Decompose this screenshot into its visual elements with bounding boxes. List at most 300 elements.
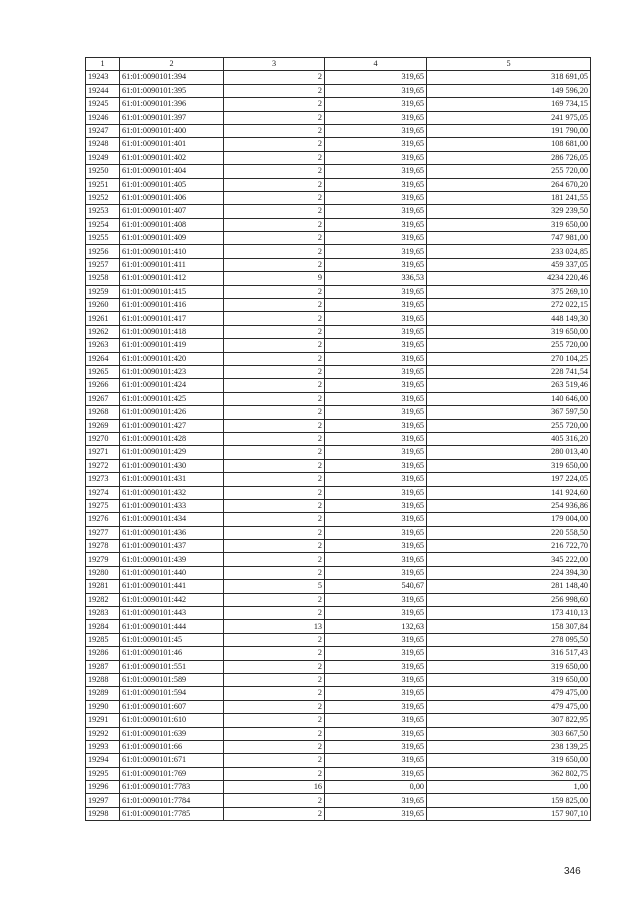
row-index-cell: 19295 [86,767,120,780]
rate-cell: 319,65 [325,540,427,553]
cadastral-number-cell: 61:01:0090101:607 [120,700,224,713]
table-row [86,499,591,512]
count-cell: 2 [224,191,325,204]
rate-cell: 319,65 [325,379,427,392]
cadastral-number-cell: 61:01:0090101:442 [120,593,224,606]
count-cell: 2 [224,232,325,245]
row-index-cell: 19291 [86,714,120,727]
table-row [86,727,591,740]
count-cell: 2 [224,807,325,820]
row-index-cell: 19287 [86,660,120,673]
table-row [86,593,591,606]
table-row [86,633,591,646]
rate-cell: 319,65 [325,218,427,231]
rate-cell: 540,67 [325,580,427,593]
cadastral-number-cell: 61:01:0090101:430 [120,459,224,472]
count-cell: 2 [224,339,325,352]
value-cell: 238 139,25 [427,740,591,753]
row-index-cell: 19281 [86,580,120,593]
rate-cell: 132,63 [325,620,427,633]
count-cell: 13 [224,620,325,633]
count-cell: 2 [224,526,325,539]
table-row [86,312,591,325]
header-row [86,58,591,71]
rate-cell: 319,65 [325,432,427,445]
rate-cell: 0,00 [325,781,427,794]
rate-cell: 319,65 [325,526,427,539]
row-index-cell: 19248 [86,138,120,151]
cadastral-number-cell: 61:01:0090101:407 [120,205,224,218]
cadastral-number-cell: 61:01:0090101:415 [120,285,224,298]
value-cell: 319 650,00 [427,660,591,673]
rate-cell: 319,65 [325,191,427,204]
cadastral-number-cell: 61:01:0090101:416 [120,299,224,312]
cadastral-number-cell: 61:01:0090101:429 [120,446,224,459]
row-index-cell: 19251 [86,178,120,191]
table-row [86,365,591,378]
rate-cell: 319,65 [325,325,427,338]
table-row [86,446,591,459]
row-index-cell: 19266 [86,379,120,392]
table-row [86,165,591,178]
rate-cell: 319,65 [325,406,427,419]
count-cell: 2 [224,124,325,137]
rate-cell: 319,65 [325,740,427,753]
row-index-cell: 19267 [86,392,120,405]
cadastral-number-cell: 61:01:0090101:7783 [120,781,224,794]
rate-cell: 319,65 [325,165,427,178]
rate-cell: 319,65 [325,178,427,191]
rate-cell: 319,65 [325,258,427,271]
count-cell: 2 [224,607,325,620]
cadastral-number-cell: 61:01:0090101:412 [120,272,224,285]
value-cell: 255 720,00 [427,165,591,178]
table-row [86,794,591,807]
count-cell: 2 [224,754,325,767]
value-cell: 263 519,46 [427,379,591,392]
table-row [86,486,591,499]
count-cell: 2 [224,218,325,231]
cadastral-number-cell: 61:01:0090101:433 [120,499,224,512]
value-cell: 241 975,05 [427,111,591,124]
rate-cell: 319,65 [325,727,427,740]
row-index-cell: 19263 [86,339,120,352]
row-index-cell: 19271 [86,446,120,459]
cadastral-number-cell: 61:01:0090101:404 [120,165,224,178]
value-cell: 278 095,50 [427,633,591,646]
rate-cell: 319,65 [325,232,427,245]
value-cell: 108 681,00 [427,138,591,151]
rate-cell: 319,65 [325,459,427,472]
value-cell: 254 936,86 [427,499,591,512]
rate-cell: 319,65 [325,84,427,97]
value-cell: 280 013,40 [427,446,591,459]
count-cell: 2 [224,727,325,740]
rate-cell: 319,65 [325,111,427,124]
value-cell: 479 475,00 [427,700,591,713]
rate-cell: 319,65 [325,647,427,660]
count-cell: 2 [224,647,325,660]
cadastral-number-cell: 61:01:0090101:769 [120,767,224,780]
count-cell: 2 [224,566,325,579]
count-cell: 2 [224,432,325,445]
value-cell: 345 222,00 [427,553,591,566]
count-cell: 2 [224,84,325,97]
count-cell: 2 [224,325,325,338]
cadastral-number-cell: 61:01:0090101:406 [120,191,224,204]
column-header-2: 2 [120,58,224,71]
rate-cell: 319,65 [325,714,427,727]
rate-cell: 319,65 [325,138,427,151]
value-cell: 281 148,40 [427,580,591,593]
rate-cell: 319,65 [325,446,427,459]
count-cell: 2 [224,419,325,432]
row-index-cell: 19256 [86,245,120,258]
cadastral-number-cell: 61:01:0090101:551 [120,660,224,673]
value-cell: 255 720,00 [427,419,591,432]
rate-cell: 319,65 [325,754,427,767]
table-row [86,553,591,566]
table-row [86,580,591,593]
table-row [86,191,591,204]
rate-cell: 319,65 [325,566,427,579]
table-row [86,700,591,713]
table-row [86,540,591,553]
value-cell: 270 104,25 [427,352,591,365]
row-index-cell: 19249 [86,151,120,164]
cadastral-number-cell: 61:01:0090101:409 [120,232,224,245]
cadastral-number-cell: 61:01:0090101:428 [120,432,224,445]
cadastral-number-cell: 61:01:0090101:431 [120,473,224,486]
value-cell: 747 981,00 [427,232,591,245]
count-cell: 2 [224,794,325,807]
cadastral-number-cell: 61:01:0090101:400 [120,124,224,137]
rate-cell: 319,65 [325,553,427,566]
value-cell: 173 410,13 [427,607,591,620]
count-cell: 2 [224,392,325,405]
value-cell: 181 241,55 [427,191,591,204]
cadastral-number-cell: 61:01:0090101:411 [120,258,224,271]
row-index-cell: 19279 [86,553,120,566]
value-cell: 479 475,00 [427,687,591,700]
value-cell: 216 722,70 [427,540,591,553]
count-cell: 2 [224,660,325,673]
table-body [86,71,591,821]
count-cell: 2 [224,486,325,499]
row-index-cell: 19264 [86,352,120,365]
count-cell: 2 [224,98,325,111]
cadastral-number-cell: 61:01:0090101:425 [120,392,224,405]
table-row [86,218,591,231]
cadastral-number-cell: 61:01:0090101:408 [120,218,224,231]
rate-cell: 319,65 [325,299,427,312]
row-index-cell: 19243 [86,71,120,84]
value-cell: 228 741,54 [427,365,591,378]
value-cell: 140 646,00 [427,392,591,405]
row-index-cell: 19258 [86,272,120,285]
count-cell: 2 [224,352,325,365]
count-cell: 16 [224,781,325,794]
count-cell: 2 [224,553,325,566]
rate-cell: 319,65 [325,71,427,84]
row-index-cell: 19262 [86,325,120,338]
table-row [86,84,591,97]
count-cell: 2 [224,700,325,713]
cadastral-number-cell: 61:01:0090101:420 [120,352,224,365]
cadastral-number-cell: 61:01:0090101:7785 [120,807,224,820]
cadastral-number-cell: 61:01:0090101:419 [120,339,224,352]
cadastral-number-cell: 61:01:0090101:46 [120,647,224,660]
count-cell: 2 [224,473,325,486]
cadastral-number-cell: 61:01:0090101:444 [120,620,224,633]
count-cell: 2 [224,245,325,258]
count-cell: 2 [224,178,325,191]
count-cell: 2 [224,740,325,753]
table-row [86,272,591,285]
table-row [86,205,591,218]
cadastral-number-cell: 61:01:0090101:437 [120,540,224,553]
cadastral-number-cell: 61:01:0090101:405 [120,178,224,191]
value-cell: 220 558,50 [427,526,591,539]
table-row [86,687,591,700]
rate-cell: 319,65 [325,700,427,713]
value-cell: 169 734,15 [427,98,591,111]
cadastral-number-cell: 61:01:0090101:395 [120,84,224,97]
rate-cell: 319,65 [325,486,427,499]
value-cell: 256 998,60 [427,593,591,606]
table-row [86,566,591,579]
value-cell: 329 239,50 [427,205,591,218]
row-index-cell: 19280 [86,566,120,579]
rate-cell: 319,65 [325,607,427,620]
rate-cell: 319,65 [325,473,427,486]
table-row [86,781,591,794]
row-index-cell: 19253 [86,205,120,218]
row-index-cell: 19261 [86,312,120,325]
count-cell: 2 [224,406,325,419]
row-index-cell: 19292 [86,727,120,740]
rate-cell: 319,65 [325,312,427,325]
row-index-cell: 19294 [86,754,120,767]
row-index-cell: 19254 [86,218,120,231]
count-cell: 2 [224,285,325,298]
row-index-cell: 19272 [86,459,120,472]
row-index-cell: 19296 [86,781,120,794]
row-index-cell: 19244 [86,84,120,97]
column-header-3: 3 [224,58,325,71]
row-index-cell: 19283 [86,607,120,620]
rate-cell: 319,65 [325,794,427,807]
cadastral-number-cell: 61:01:0090101:440 [120,566,224,579]
count-cell: 2 [224,687,325,700]
row-index-cell: 19297 [86,794,120,807]
count-cell: 2 [224,111,325,124]
table-row [86,299,591,312]
cadastral-number-cell: 61:01:0090101:401 [120,138,224,151]
table-row [86,754,591,767]
row-index-cell: 19278 [86,540,120,553]
row-index-cell: 19293 [86,740,120,753]
table-row [86,660,591,673]
cadastral-number-cell: 61:01:0090101:639 [120,727,224,740]
row-index-cell: 19275 [86,499,120,512]
row-index-cell: 19286 [86,647,120,660]
count-cell: 2 [224,205,325,218]
cadastral-number-cell: 61:01:0090101:397 [120,111,224,124]
table-row [86,647,591,660]
cadastral-number-cell: 61:01:0090101:396 [120,98,224,111]
row-index-cell: 19257 [86,258,120,271]
row-index-cell: 19274 [86,486,120,499]
rate-cell: 319,65 [325,365,427,378]
rate-cell: 319,65 [325,513,427,526]
table-row [86,98,591,111]
count-cell: 2 [224,71,325,84]
table-row [86,245,591,258]
value-cell: 318 691,05 [427,71,591,84]
value-cell: 149 596,20 [427,84,591,97]
row-index-cell: 19265 [86,365,120,378]
rate-cell: 319,65 [325,687,427,700]
table-row [86,406,591,419]
cadastral-number-cell: 61:01:0090101:45 [120,633,224,646]
table-row [86,714,591,727]
count-cell: 2 [224,593,325,606]
cadastral-number-cell: 61:01:0090101:443 [120,607,224,620]
value-cell: 179 004,00 [427,513,591,526]
row-index-cell: 19276 [86,513,120,526]
value-cell: 159 825,00 [427,794,591,807]
value-cell: 319 650,00 [427,673,591,686]
count-cell: 2 [224,767,325,780]
cadastral-number-cell: 61:01:0090101:394 [120,71,224,84]
row-index-cell: 19269 [86,419,120,432]
table-row [86,419,591,432]
value-cell: 157 907,10 [427,807,591,820]
value-cell: 197 224,05 [427,473,591,486]
cadastral-number-cell: 61:01:0090101:594 [120,687,224,700]
rate-cell: 319,65 [325,98,427,111]
count-cell: 2 [224,446,325,459]
table-row [86,620,591,633]
table-row [86,473,591,486]
row-index-cell: 19246 [86,111,120,124]
cadastral-number-cell: 61:01:0090101:441 [120,580,224,593]
value-cell: 272 022,15 [427,299,591,312]
cadastral-number-cell: 61:01:0090101:432 [120,486,224,499]
count-cell: 2 [224,151,325,164]
table-row [86,607,591,620]
rate-cell: 319,65 [325,767,427,780]
count-cell: 2 [224,365,325,378]
value-cell: 286 726,05 [427,151,591,164]
rate-cell: 319,65 [325,593,427,606]
value-cell: 319 650,00 [427,754,591,767]
rate-cell: 319,65 [325,124,427,137]
value-cell: 4234 220,46 [427,272,591,285]
column-header-4: 4 [325,58,427,71]
row-index-cell: 19288 [86,673,120,686]
rate-cell: 319,65 [325,392,427,405]
column-header-5: 5 [427,58,591,71]
table-row [86,71,591,84]
table-row [86,138,591,151]
count-cell: 2 [224,258,325,271]
cadastral-number-cell: 61:01:0090101:423 [120,365,224,378]
table-row [86,232,591,245]
rate-cell: 319,65 [325,419,427,432]
rate-cell: 319,65 [325,673,427,686]
rate-cell: 319,65 [325,245,427,258]
value-cell: 362 802,75 [427,767,591,780]
row-index-cell: 19273 [86,473,120,486]
table-row [86,807,591,820]
row-index-cell: 19268 [86,406,120,419]
cadastral-number-cell: 61:01:0090101:7784 [120,794,224,807]
table-row [86,352,591,365]
row-index-cell: 19282 [86,593,120,606]
value-cell: 319 650,00 [427,218,591,231]
value-cell: 367 597,50 [427,406,591,419]
cadastral-number-cell: 61:01:0090101:424 [120,379,224,392]
cadastral-number-cell: 61:01:0090101:427 [120,419,224,432]
table-row [86,392,591,405]
value-cell: 255 720,00 [427,339,591,352]
cadastral-number-cell: 61:01:0090101:671 [120,754,224,767]
value-cell: 264 670,20 [427,178,591,191]
rate-cell: 319,65 [325,499,427,512]
value-cell: 224 394,30 [427,566,591,579]
cadastral-number-cell: 61:01:0090101:410 [120,245,224,258]
table-row [86,124,591,137]
count-cell: 9 [224,272,325,285]
row-index-cell: 19255 [86,232,120,245]
table-row [86,673,591,686]
row-index-cell: 19277 [86,526,120,539]
rate-cell: 319,65 [325,285,427,298]
rate-cell: 319,65 [325,339,427,352]
table-row [86,178,591,191]
table-row [86,513,591,526]
cadastral-number-cell: 61:01:0090101:589 [120,673,224,686]
table-row [86,258,591,271]
table-row [86,740,591,753]
cadastral-number-cell: 61:01:0090101:417 [120,312,224,325]
count-cell: 2 [224,379,325,392]
value-cell: 405 316,20 [427,432,591,445]
value-cell: 141 924,60 [427,486,591,499]
table-row [86,339,591,352]
cadastral-number-cell: 61:01:0090101:434 [120,513,224,526]
row-index-cell: 19285 [86,633,120,646]
cadastral-number-cell: 61:01:0090101:418 [120,325,224,338]
table-row [86,379,591,392]
rate-cell: 319,65 [325,352,427,365]
count-cell: 2 [224,165,325,178]
row-index-cell: 19298 [86,807,120,820]
page-number: 346 [564,866,581,877]
rate-cell: 336,53 [325,272,427,285]
table-row [86,151,591,164]
count-cell: 2 [224,714,325,727]
count-cell: 2 [224,138,325,151]
row-index-cell: 19290 [86,700,120,713]
row-index-cell: 19252 [86,191,120,204]
count-cell: 2 [224,459,325,472]
row-index-cell: 19259 [86,285,120,298]
row-index-cell: 19284 [86,620,120,633]
table-row [86,459,591,472]
